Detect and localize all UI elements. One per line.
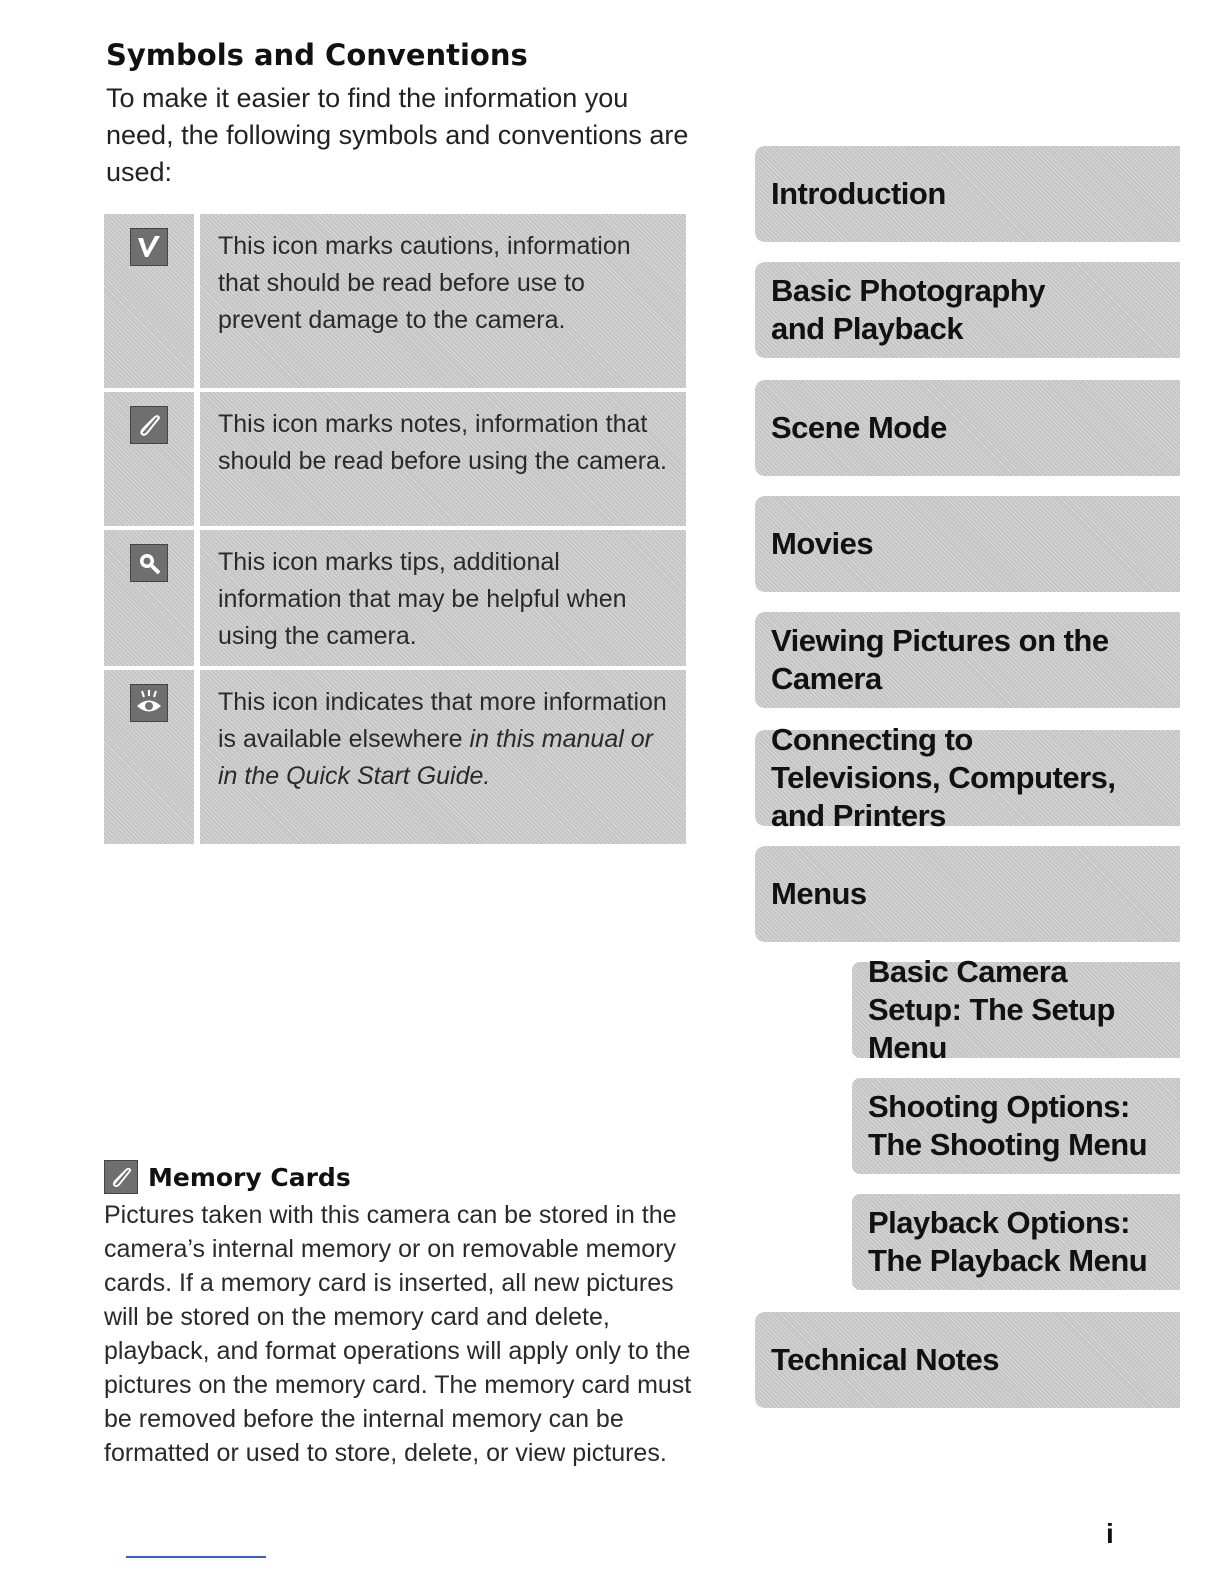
tab-label: Viewing Pictures on the Camera	[771, 623, 1109, 696]
tab-label: Introduction	[771, 176, 946, 211]
tab-label: Scene Mode	[771, 410, 947, 445]
tab-shooting-menu[interactable]	[852, 1078, 1180, 1174]
footer-divider	[126, 1556, 266, 1558]
tab-label: Basic Camera Setup: The Setup Menu	[868, 954, 1115, 1065]
symbol-text: This icon indicates that more information is available elsewhere	[218, 688, 667, 753]
memory-cards-note	[104, 1160, 704, 1470]
symbols-table	[104, 214, 686, 848]
pencil-note-icon	[104, 1160, 138, 1194]
symbol-row-reference	[104, 670, 686, 844]
pencil-note-icon	[130, 406, 168, 444]
symbol-row-note	[104, 392, 686, 526]
tab-label: Technical Notes	[771, 1342, 999, 1377]
tab-viewing-pictures[interactable]	[755, 612, 1180, 708]
symbol-row-caution	[104, 214, 686, 388]
memory-cards-body: Pictures taken with this camera can be stored in the camera’s internal memory or on removable memory cards. If a memory card is inserted, all new pictures will be stored on the memory card and delete, playback, and format operations will apply only to the pictures on the memory card. The memory card must be removed before the internal memory can be formatted or used to store, delete, or view pictures.	[104, 1201, 692, 1467]
page-heading: Symbols and Conventions	[106, 38, 528, 72]
tab-label: Playback Options: The Playback Menu	[868, 1205, 1148, 1278]
symbol-text: This icon marks tips, additional information that may be helpful when using the camera.	[218, 548, 627, 650]
symbol-text: This icon marks notes, information that should be read before using the camera.	[218, 410, 667, 475]
symbol-text-italic: in this manual or in the Quick Start Guide.	[218, 725, 653, 790]
tab-setup-menu[interactable]	[852, 954, 1180, 1065]
intro-paragraph: To make it easier to find the information you need, the following symbols and conventions are used:	[106, 83, 689, 187]
tab-connecting[interactable]	[755, 722, 1180, 833]
tab-movies[interactable]	[755, 496, 1180, 592]
memory-cards-title: Memory Cards	[148, 1162, 351, 1192]
tab-label: Basic Photography and Playback	[771, 273, 1045, 346]
tab-label: Movies	[771, 526, 874, 561]
tab-introduction[interactable]	[755, 146, 1180, 242]
symbol-text: This icon marks cautions, information that should be read before use to prevent damage to the camera.	[218, 232, 631, 334]
tab-technical-notes[interactable]	[755, 1312, 1180, 1408]
tab-basic-photography[interactable]	[755, 262, 1180, 358]
tab-playback-menu[interactable]	[852, 1194, 1180, 1290]
page-number: i	[1106, 1518, 1114, 1549]
magnifier-tip-icon	[130, 544, 168, 582]
symbol-row-tip	[104, 530, 686, 666]
check-caution-icon	[130, 228, 168, 266]
tab-scene-mode[interactable]	[755, 380, 1180, 476]
eye-reference-icon	[130, 684, 168, 722]
tab-label: Shooting Options: The Shooting Menu	[868, 1089, 1148, 1162]
tab-label: Connecting to Televisions, Computers, and Printers	[771, 722, 1116, 833]
tab-menus[interactable]	[755, 846, 1180, 942]
tab-label: Menus	[771, 876, 867, 911]
